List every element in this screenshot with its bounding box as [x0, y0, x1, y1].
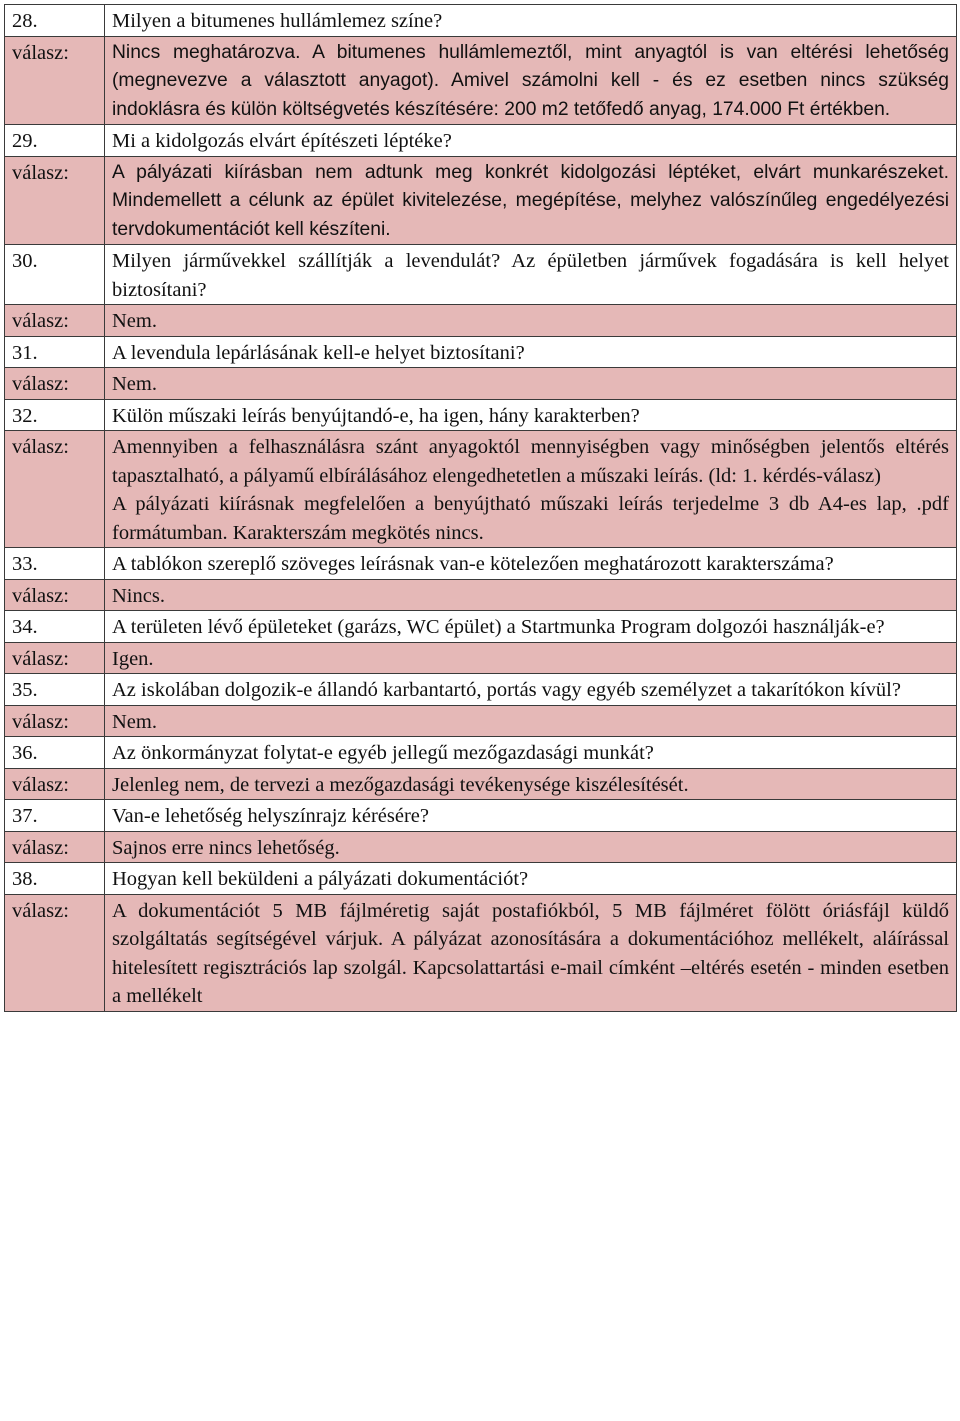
- answer-text: [105, 831, 957, 863]
- answer-paragraph: A dokumentációt 5 MB fájlméretig saját postafiókból, 5 MB fájlméret fölött óriásfájl küldő szolgáltatás segítségével várjuk. A pályázat azonosítására a dokumentációhoz mellékelt, aláírással hitelesített regisztrációs lap szolgál. Kapcsolattartási e-mail címként –eltérés esetén - minden esetben a mellékelt: [112, 899, 949, 1007]
- question-text: A területen lévő épületeket (garázs, WC épület) a Startmunka Program dolgozói használják-e?: [105, 611, 957, 643]
- answer-text: [105, 642, 957, 674]
- answer-text: [105, 156, 957, 245]
- question-row: [5, 863, 957, 895]
- answer-text: [105, 305, 957, 337]
- answer-text: [105, 894, 957, 1011]
- answer-label: válasz:: [5, 831, 105, 863]
- question-row: [5, 674, 957, 706]
- answer-paragraph: Nem.: [112, 710, 157, 733]
- answer-paragraph: Nincs meghatározva. A bitumenes hullámlemeztől, mint anyagtól is van eltérési lehetőség (megnevezve a választott anyagot). Amivel számolni kell - és ez esetben nincs szükség indoklásra és külön költségvetés készítésére: 200 m2 tetőfedő anyag, 174.000 Ft értékben.: [112, 41, 949, 120]
- answer-paragraph: Igen.: [112, 647, 154, 670]
- answer-paragraph: Jelenleg nem, de tervezi a mezőgazdasági tevékenysége kiszélesítését.: [112, 773, 689, 796]
- question-text: Az önkormányzat folytat-e egyéb jellegű mezőgazdasági munkát?: [105, 737, 957, 769]
- answer-row: [5, 768, 957, 800]
- question-text: Milyen a bitumenes hullámlemez színe?: [105, 5, 957, 37]
- answer-label: válasz:: [5, 894, 105, 1011]
- answer-label: válasz:: [5, 156, 105, 245]
- answer-text: [105, 431, 957, 548]
- question-row: [5, 336, 957, 368]
- answer-label: válasz:: [5, 431, 105, 548]
- answer-paragraph: A pályázati kiírásnak megfelelően a benyújtható műszaki leírás terjedelme 3 db A4-es lap, .pdf formátumban. Karakterszám megkötés nincs.: [112, 493, 949, 544]
- answer-row: [5, 579, 957, 611]
- answer-label: válasz:: [5, 768, 105, 800]
- question-number: 34.: [5, 611, 105, 643]
- question-text: Van-e lehetőség helyszínrajz kérésére?: [105, 800, 957, 832]
- answer-text: [105, 368, 957, 400]
- question-number: 32.: [5, 399, 105, 431]
- answer-row: [5, 705, 957, 737]
- question-number: 35.: [5, 674, 105, 706]
- question-row: [5, 737, 957, 769]
- answer-row: [5, 305, 957, 337]
- answer-paragraph: Amennyiben a felhasználásra szánt anyagoktól mennyiségben vagy minőségben jelentős eltérés tapasztalható, a pályamű elbírálásához elengedhetetlen a műszaki leírás. (ld: 1. kérdés-válasz): [112, 436, 949, 487]
- question-number: 28.: [5, 5, 105, 37]
- question-number: 30.: [5, 245, 105, 305]
- question-text: Hogyan kell beküldeni a pályázati dokumentációt?: [105, 863, 957, 895]
- question-number: 29.: [5, 125, 105, 157]
- question-number: 37.: [5, 800, 105, 832]
- answer-row: [5, 642, 957, 674]
- answer-row: [5, 156, 957, 245]
- answer-label: válasz:: [5, 368, 105, 400]
- qa-table-body: [5, 5, 957, 1012]
- question-text: Külön műszaki leírás benyújtandó-e, ha igen, hány karakterben?: [105, 399, 957, 431]
- answer-paragraph: A pályázati kiírásban nem adtunk meg konkrét kidolgozási léptéket, elvárt munkarészeket. Mindemellett a célunk az épület kivitelezése, megépítése, melyhez valószínűleg engedélyezési tervdokumentációt kell készíteni.: [112, 161, 949, 240]
- answer-text: [105, 579, 957, 611]
- answer-label: válasz:: [5, 642, 105, 674]
- answer-row: [5, 831, 957, 863]
- question-text: Mi a kidolgozás elvárt építészeti léptéke?: [105, 125, 957, 157]
- answer-text: [105, 705, 957, 737]
- answer-label: válasz:: [5, 36, 105, 125]
- answer-text: [105, 768, 957, 800]
- question-text: Milyen járművekkel szállítják a levendulát? Az épületben járművek fogadására is kell helyet biztosítani?: [105, 245, 957, 305]
- answer-row: [5, 368, 957, 400]
- question-row: [5, 5, 957, 37]
- question-text: A tablókon szereplő szöveges leírásnak van-e kötelezően meghatározott karakterszáma?: [105, 548, 957, 580]
- answer-row: [5, 36, 957, 125]
- question-row: [5, 800, 957, 832]
- qa-table: [4, 4, 957, 1012]
- question-row: [5, 245, 957, 305]
- question-text: Az iskolában dolgozik-e állandó karbantartó, portás vagy egyéb személyzet a takarítókon kívül?: [105, 674, 957, 706]
- answer-label: válasz:: [5, 579, 105, 611]
- answer-label: válasz:: [5, 305, 105, 337]
- question-number: 38.: [5, 863, 105, 895]
- question-row: [5, 611, 957, 643]
- answer-paragraph: Sajnos erre nincs lehetőség.: [112, 836, 340, 859]
- question-number: 33.: [5, 548, 105, 580]
- question-number: 36.: [5, 737, 105, 769]
- question-number: 31.: [5, 336, 105, 368]
- question-row: [5, 399, 957, 431]
- answer-label: válasz:: [5, 705, 105, 737]
- answer-paragraph: Nem.: [112, 310, 157, 332]
- question-text: A levendula lepárlásának kell-e helyet biztosítani?: [105, 336, 957, 368]
- answer-paragraph: Nincs.: [112, 584, 165, 607]
- answer-row: [5, 431, 957, 548]
- question-row: [5, 125, 957, 157]
- answer-paragraph: Nem.: [112, 373, 157, 395]
- answer-row: [5, 894, 957, 1011]
- answer-text: [105, 36, 957, 125]
- question-row: [5, 548, 957, 580]
